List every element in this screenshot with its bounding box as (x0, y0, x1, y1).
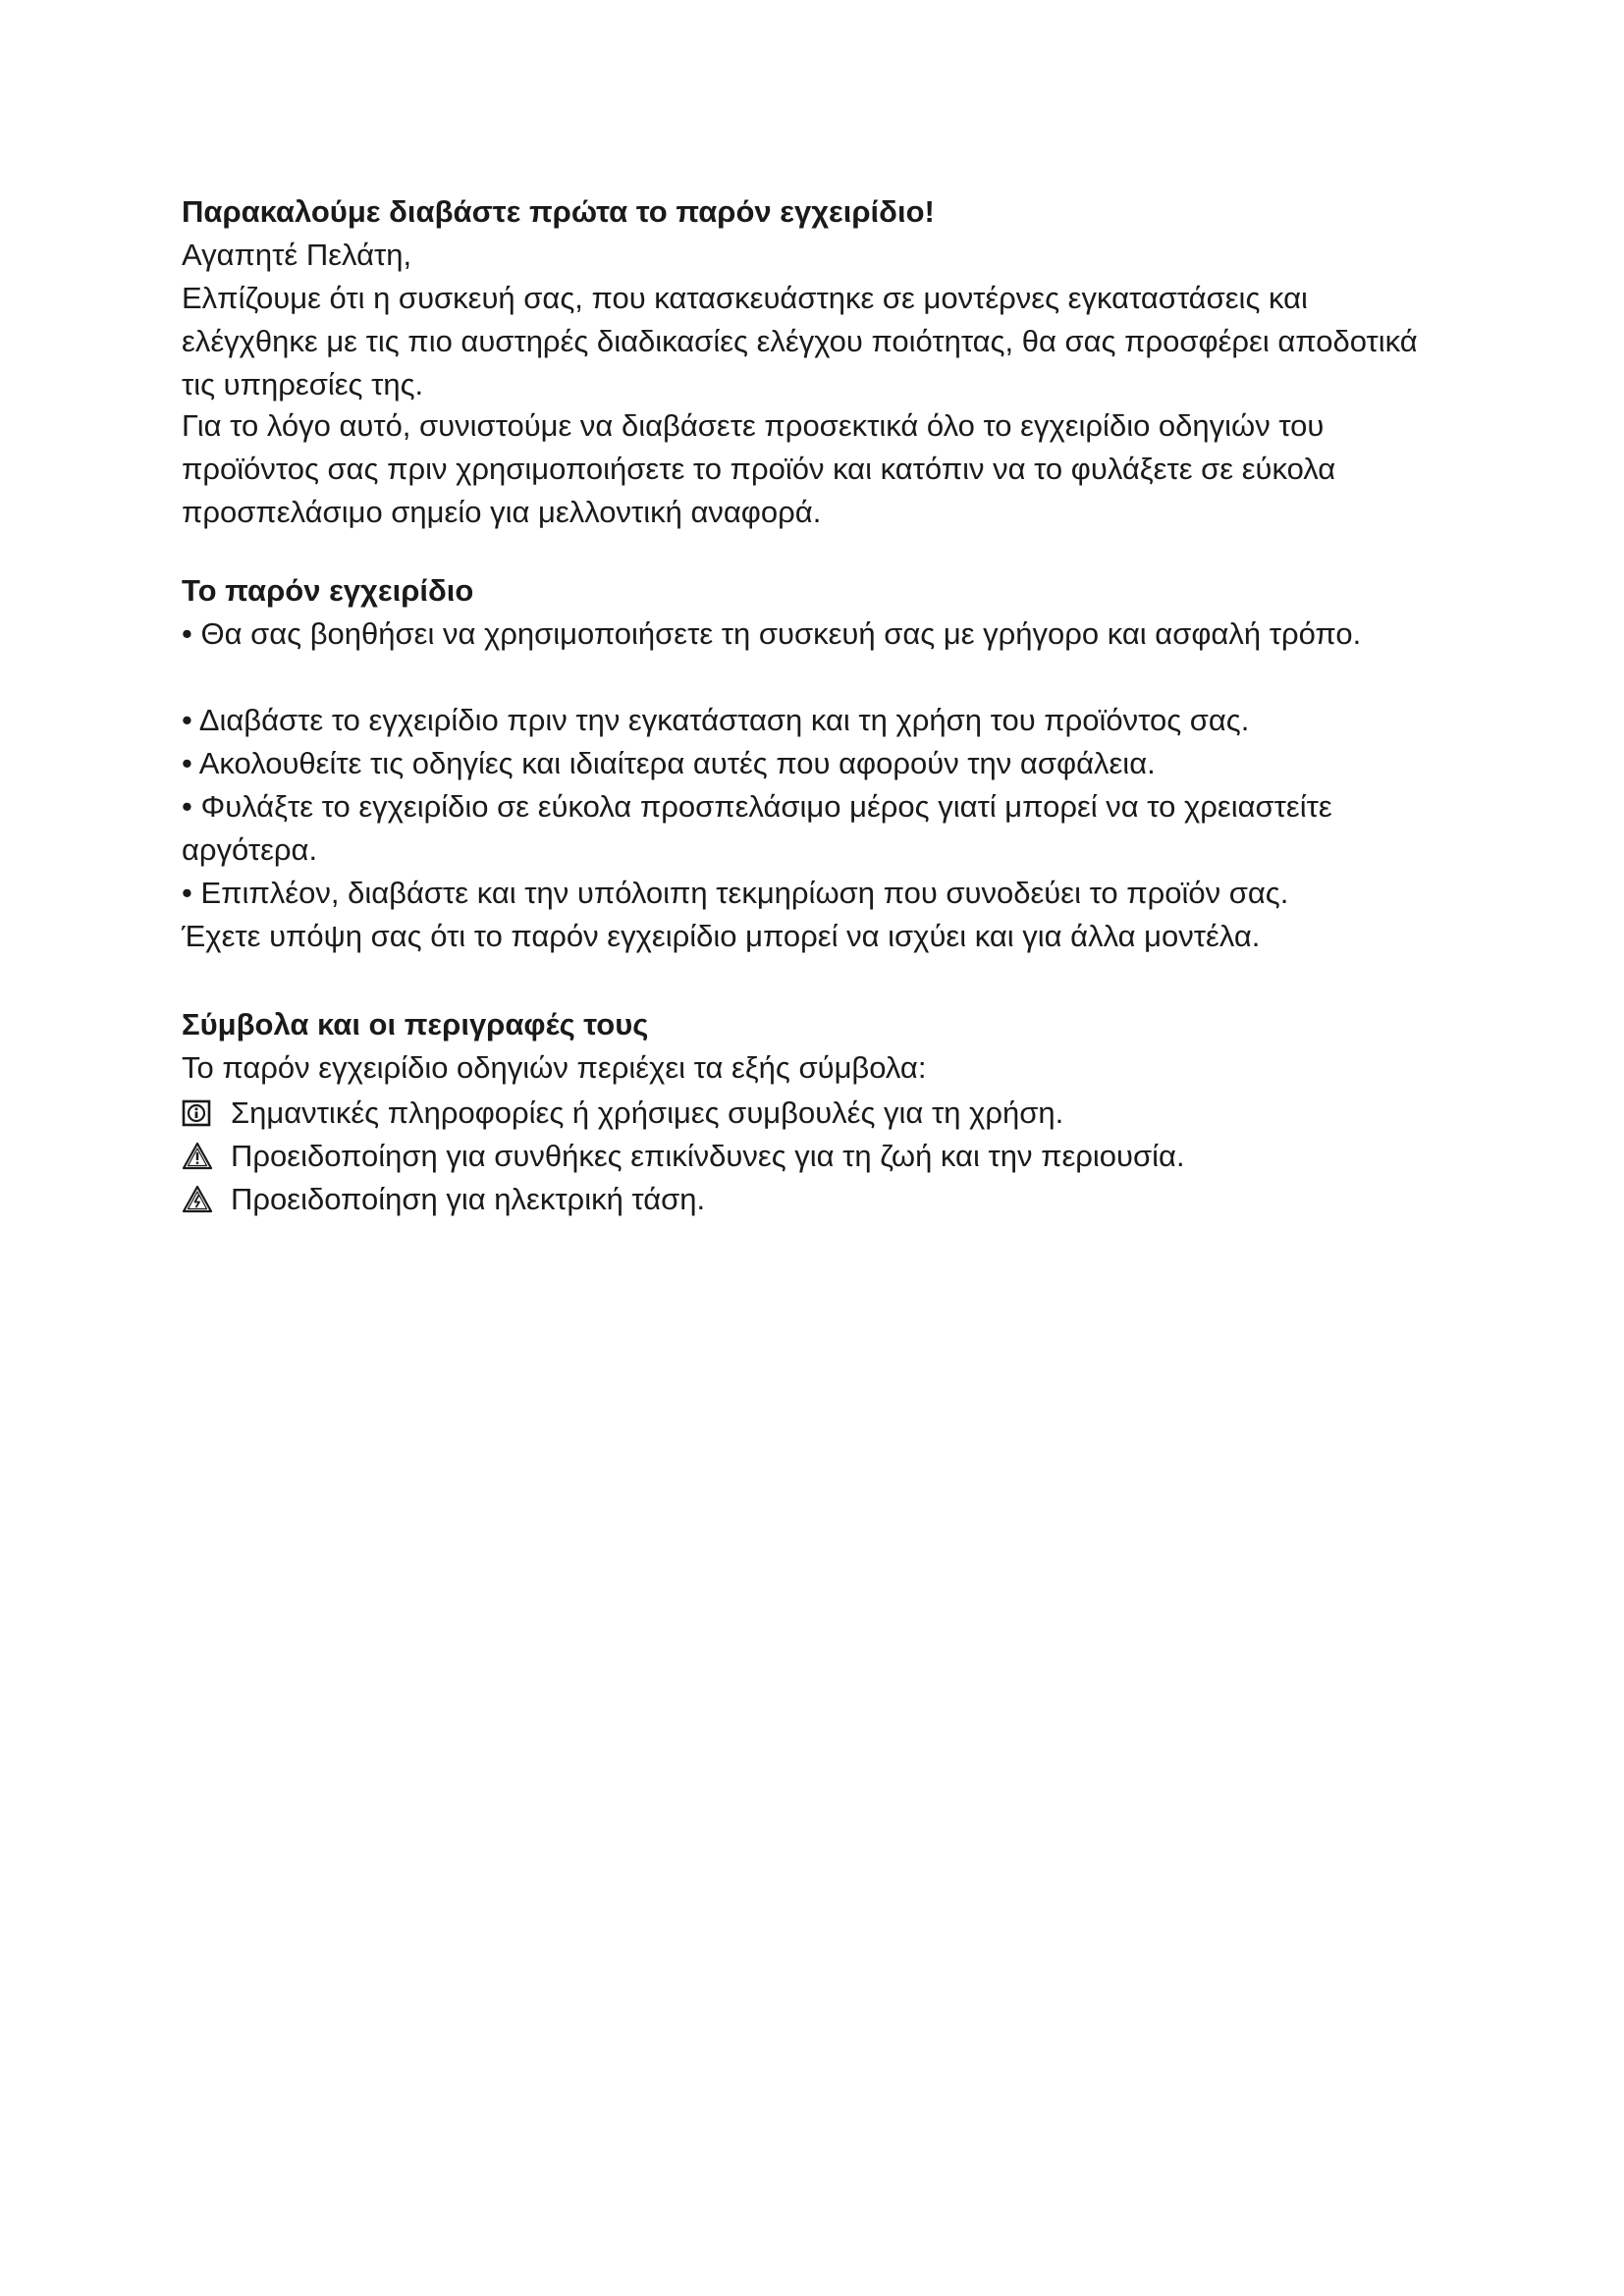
symbol-item-info (182, 1092, 1063, 1135)
symbol-item-text: Προειδοποίηση για ηλεκτρική τάση. (231, 1182, 706, 1216)
manual-bullet: • Επιπλέον, διαβάστε και την υπόλοιπη τεκμηρίωση που συνοδεύει το προϊόν σας. (182, 876, 1289, 910)
symbol-item-text: Σημαντικές πληροφορίες ή χρήσιμες συμβουλές για τη χρήση. (231, 1095, 1064, 1130)
intro-paragraph-2: Για το λόγο αυτό, συνιστούμε να διαβάσετε προσεκτικά όλο το εγχειρίδιο οδηγιών του προϊόντος σας πριν χρησιμοποιήσετε το προϊόν και κατόπιν να το φυλάξετε σε εύκολα προσπελάσιμο σημείο για μελλοντική αναφορά. (182, 408, 1336, 529)
manual-bullet: • Φυλάξτε το εγχειρίδιο σε εύκολα προσπελάσιμο μέρος γιατί μπορεί να το χρειαστείτε αργότερα. (182, 789, 1332, 867)
warning-triangle-icon (182, 1142, 211, 1171)
intro-greeting: Αγαπητέ Πελάτη, (182, 238, 412, 272)
intro-paragraph-1: Ελπίζουμε ότι η συσκευή σας, που κατασκευάστηκε σε μοντέρνες εγκαταστάσεις και ελέγχθηκε με τις πιο αυστηρές διαδικασίες ελέγχου ποιότητας, θα σας προσφέρει αποδοτικά τις υπηρεσίες της. (182, 281, 1418, 401)
symbols-intro: Το παρόν εγχειρίδιο οδηγιών περιέχει τα εξής σύμβολα: (182, 1050, 927, 1085)
electric-warning-icon (182, 1185, 211, 1214)
intro-title: Παρακαλούμε διαβάστε πρώτα το παρόν εγχειρίδιο! (182, 194, 935, 229)
manual-bullet: • Ακολουθείτε τις οδηγίες και ιδιαίτερα αυτές που αφορούν την ασφάλεια. (182, 746, 1156, 780)
manual-section-title: Το παρόν εγχειρίδιο (182, 573, 474, 608)
symbol-item-warning (182, 1135, 1185, 1178)
symbols-section-title: Σύμβολα και οι περιγραφές τους (182, 1007, 649, 1041)
info-icon (182, 1098, 211, 1128)
manual-bullet: • Διαβάστε το εγχειρίδιο πριν την εγκατάσταση και τη χρήση του προϊόντος σας. (182, 703, 1250, 737)
symbol-item-electric (182, 1178, 705, 1221)
symbol-item-text: Προειδοποίηση για συνθήκες επικίνδυνες για τη ζωή και την περιουσία. (231, 1139, 1185, 1173)
manual-note: Έχετε υπόψη σας ότι το παρόν εγχειρίδιο μπορεί να ισχύει και για άλλα μοντέλα. (182, 919, 1261, 953)
manual-bullet: • Θα σας βοηθήσει να χρησιμοποιήσετε τη συσκευή σας με γρήγορο και ασφαλή τρόπο. (182, 616, 1362, 651)
